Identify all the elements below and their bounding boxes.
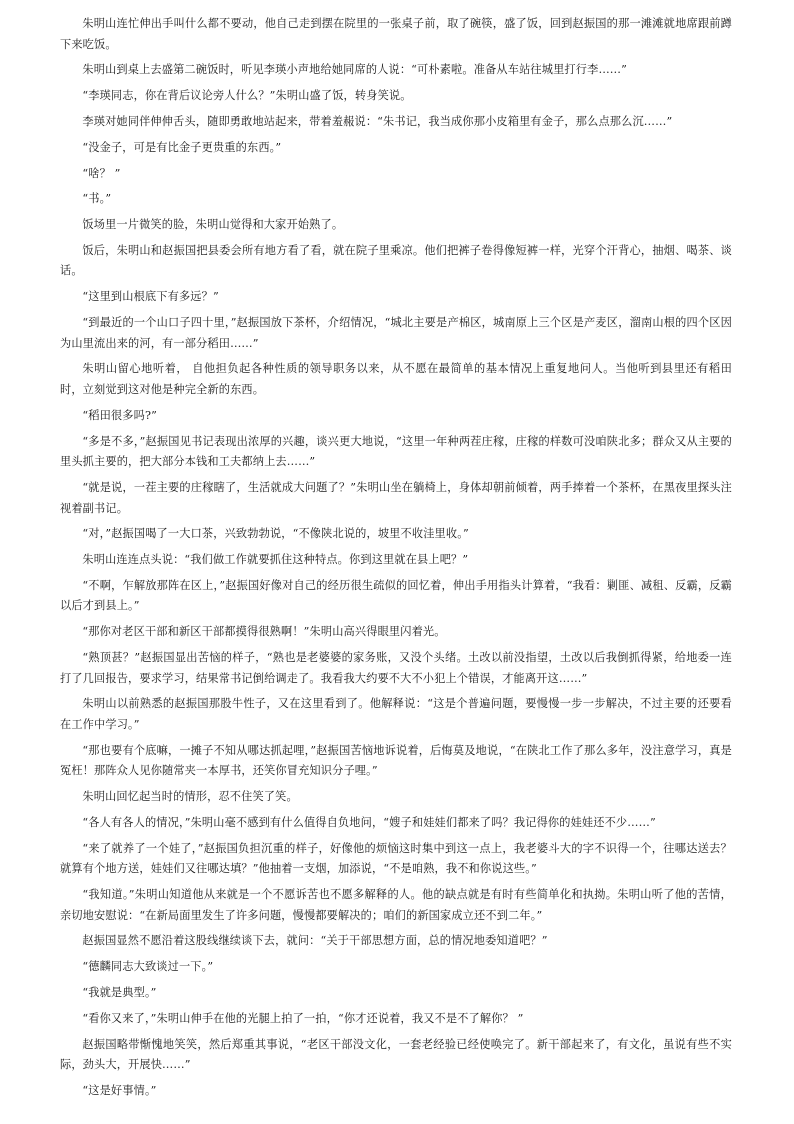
paragraph: “我知道。”朱明山知道他从来就是一个不愿诉苦也不愿多解释的人。他的缺点就是有时有些简单化和执拗。朱明山听了他的苦情，亲切地安慰说：“在新局面里发生了许多问题，慢慢都要解决的；咱们的新国家成立还不到二年。”: [60, 888, 732, 922]
paragraph: 赵振国略带惭愧地笑笑，然后郑重其事说，“老区干部没文化，一套老经验已经使唤完了。新干部起来了，有文化，虽说有些不实际，劲头大，开展快……”: [60, 1037, 732, 1072]
paragraph: “德麟同志大致谈过一下。”: [82, 960, 214, 974]
paragraph: “李瑛同志，你在背后议论旁人什么？”朱明山盛了饭，转身笑说。: [82, 89, 412, 103]
paragraph: 朱明山连连点头说：“我们做工作就要抓住这种特点。你到这里就在县上吧？”: [82, 553, 469, 567]
paragraph: “那也要有个底嘛，一摊子不知从哪达抓起哩，”赵振国苦恼地诉说着，后悔莫及地说，“在陕北工作了那么多年，没注意学习，真是冤枉！那阵众人见你随常夹一本厚书，还笑你冒充知识分子哩。”: [60, 743, 732, 778]
paragraph: “稻田很多吗?”: [82, 408, 157, 422]
paragraph: “书。”: [82, 192, 112, 206]
paragraph: 饭后，朱明山和赵振国把县委会所有地方看了看，就在院子里乘凉。他们把裤子卷得像短裤一样，光穿个汗背心，抽烟、喝茶、谈话。: [60, 243, 732, 278]
paragraph: 饭场里一片微笑的脸，朱明山觉得和大家开始熟了。: [82, 218, 344, 232]
paragraph: “那你对老区干部和新区干部都摸得很熟啊！”朱明山高兴得眼里闪着光。: [82, 625, 446, 639]
paragraph: “多是不多，”赵振国见书记表现出浓厚的兴趣，谈兴更大地说，“这里一年种两茬庄稼，庄稼的样数可没咱陕北多；群众又从主要的里头抓主要的，把大部分本钱和工夫都纳上去……”: [60, 434, 732, 469]
paragraph: 朱明山留心地听着， 自他担负起各种性质的领导职务以来，从不愿在最简单的基本情况上重复地问人。当他听到县里还有稻田时，立刻觉到这对他是种完全新的东西。: [60, 362, 732, 396]
paragraph: 朱明山回忆起当时的情形，忍不住笑了笑。: [82, 790, 298, 804]
paragraph: 朱明山连忙伸出手叫什么都不要动，他自己走到摆在院里的一张桌子前，取了碗筷，盛了饭，回到赵振国的那一滩滩就地席跟前蹲下来吃饭。: [60, 17, 732, 51]
paragraph: 朱明山以前熟悉的赵振国那股牛性子，又在这里看到了。他解释说：“这是个普遍问题，要慢慢一步一步解决，不过主要的还要看在工作中学习。”: [60, 697, 732, 731]
paragraph: 朱明山到桌上去盛第二碗饭时，听见李瑛小声地给她同席的人说：“可朴素啦。准备从车站往城里打行李……”: [82, 63, 627, 77]
paragraph: 李瑛对她同伴伸伸舌头，随即勇敢地站起来，带着羞赧说：“朱书记，我当成你那小皮箱里有金子，那么点那么沉……”: [82, 114, 673, 128]
paragraph: “没金子，可是有比金子更贵重的东西。”: [82, 140, 282, 154]
paragraph: “到最近的一个山口子四十里，”赵振国放下茶杯，介绍情况，“城北主要是产棉区，城南原上三个区是产麦区，溜南山根的四个区因为山里流出来的河，有一部分稻田……”: [60, 316, 732, 350]
paragraph: “啥？ ”: [82, 166, 121, 180]
paragraph: “熟顶甚？”赵振国显出苦恼的样子，“熟也是老婆婆的家务账，又没个头绪。土改以前没指望，土改以后我倒抓得紧，给地委一连打了几回报告，要求学习，结果常书记倒给调走了。我看我大约要不大不小犯上个错误，才能离开这……”: [60, 651, 732, 685]
paragraph: “我就是典型。”: [82, 986, 157, 999]
paragraph: “就是说，一茬主要的庄稼瞎了，生活就成大问题了？”朱明山坐在躺椅上，身体却朝前倾着，两手捧着一个茶杯，在黑夜里探头注视着副书记。: [60, 480, 732, 515]
paragraph: “这里到山根底下有多远？”: [82, 290, 219, 304]
paragraph: “对，”赵振国喝了一大口茶，兴致勃勃说，“不像陕北说的，坡里不收洼里收。”: [82, 527, 469, 541]
paragraph: “这是好事情。”: [82, 1083, 157, 1097]
paragraph: “看你又来了，”朱明山伸手在他的光腿上拍了一拍，“你才还说着，我又不是不了解你？ ”: [82, 1011, 524, 1025]
paragraph: “来了就养了一个娃了，”赵振国负担沉重的样子，好像他的烦恼这时集中到这一点上，我老婆斗大的字不识得一个，往哪达送去？就算有个地方送，娃娃们又往哪达填？”他抽着一支烟，加添说，“不是咱熟，我不和你说这些。”: [60, 841, 732, 876]
paragraph: 赵振国显然不愿沿着这股线继续谈下去，就问：“关于干部思想方面，总的情况地委知道吧？”: [82, 934, 548, 948]
paragraph: “各人有各人的情况，”朱明山毫不感到有什么值得自负地问，“嫂子和娃娃们都来了吗？我记得你的娃娃还不少……”: [82, 815, 656, 829]
paragraph: “不啊，乍解放那阵在区上，”赵振国好像对自己的经历很生疏似的回忆着，伸出手用指头计算着，“我看：剿匪、减租、反霸，反霸以后才到县上。”: [60, 578, 732, 613]
